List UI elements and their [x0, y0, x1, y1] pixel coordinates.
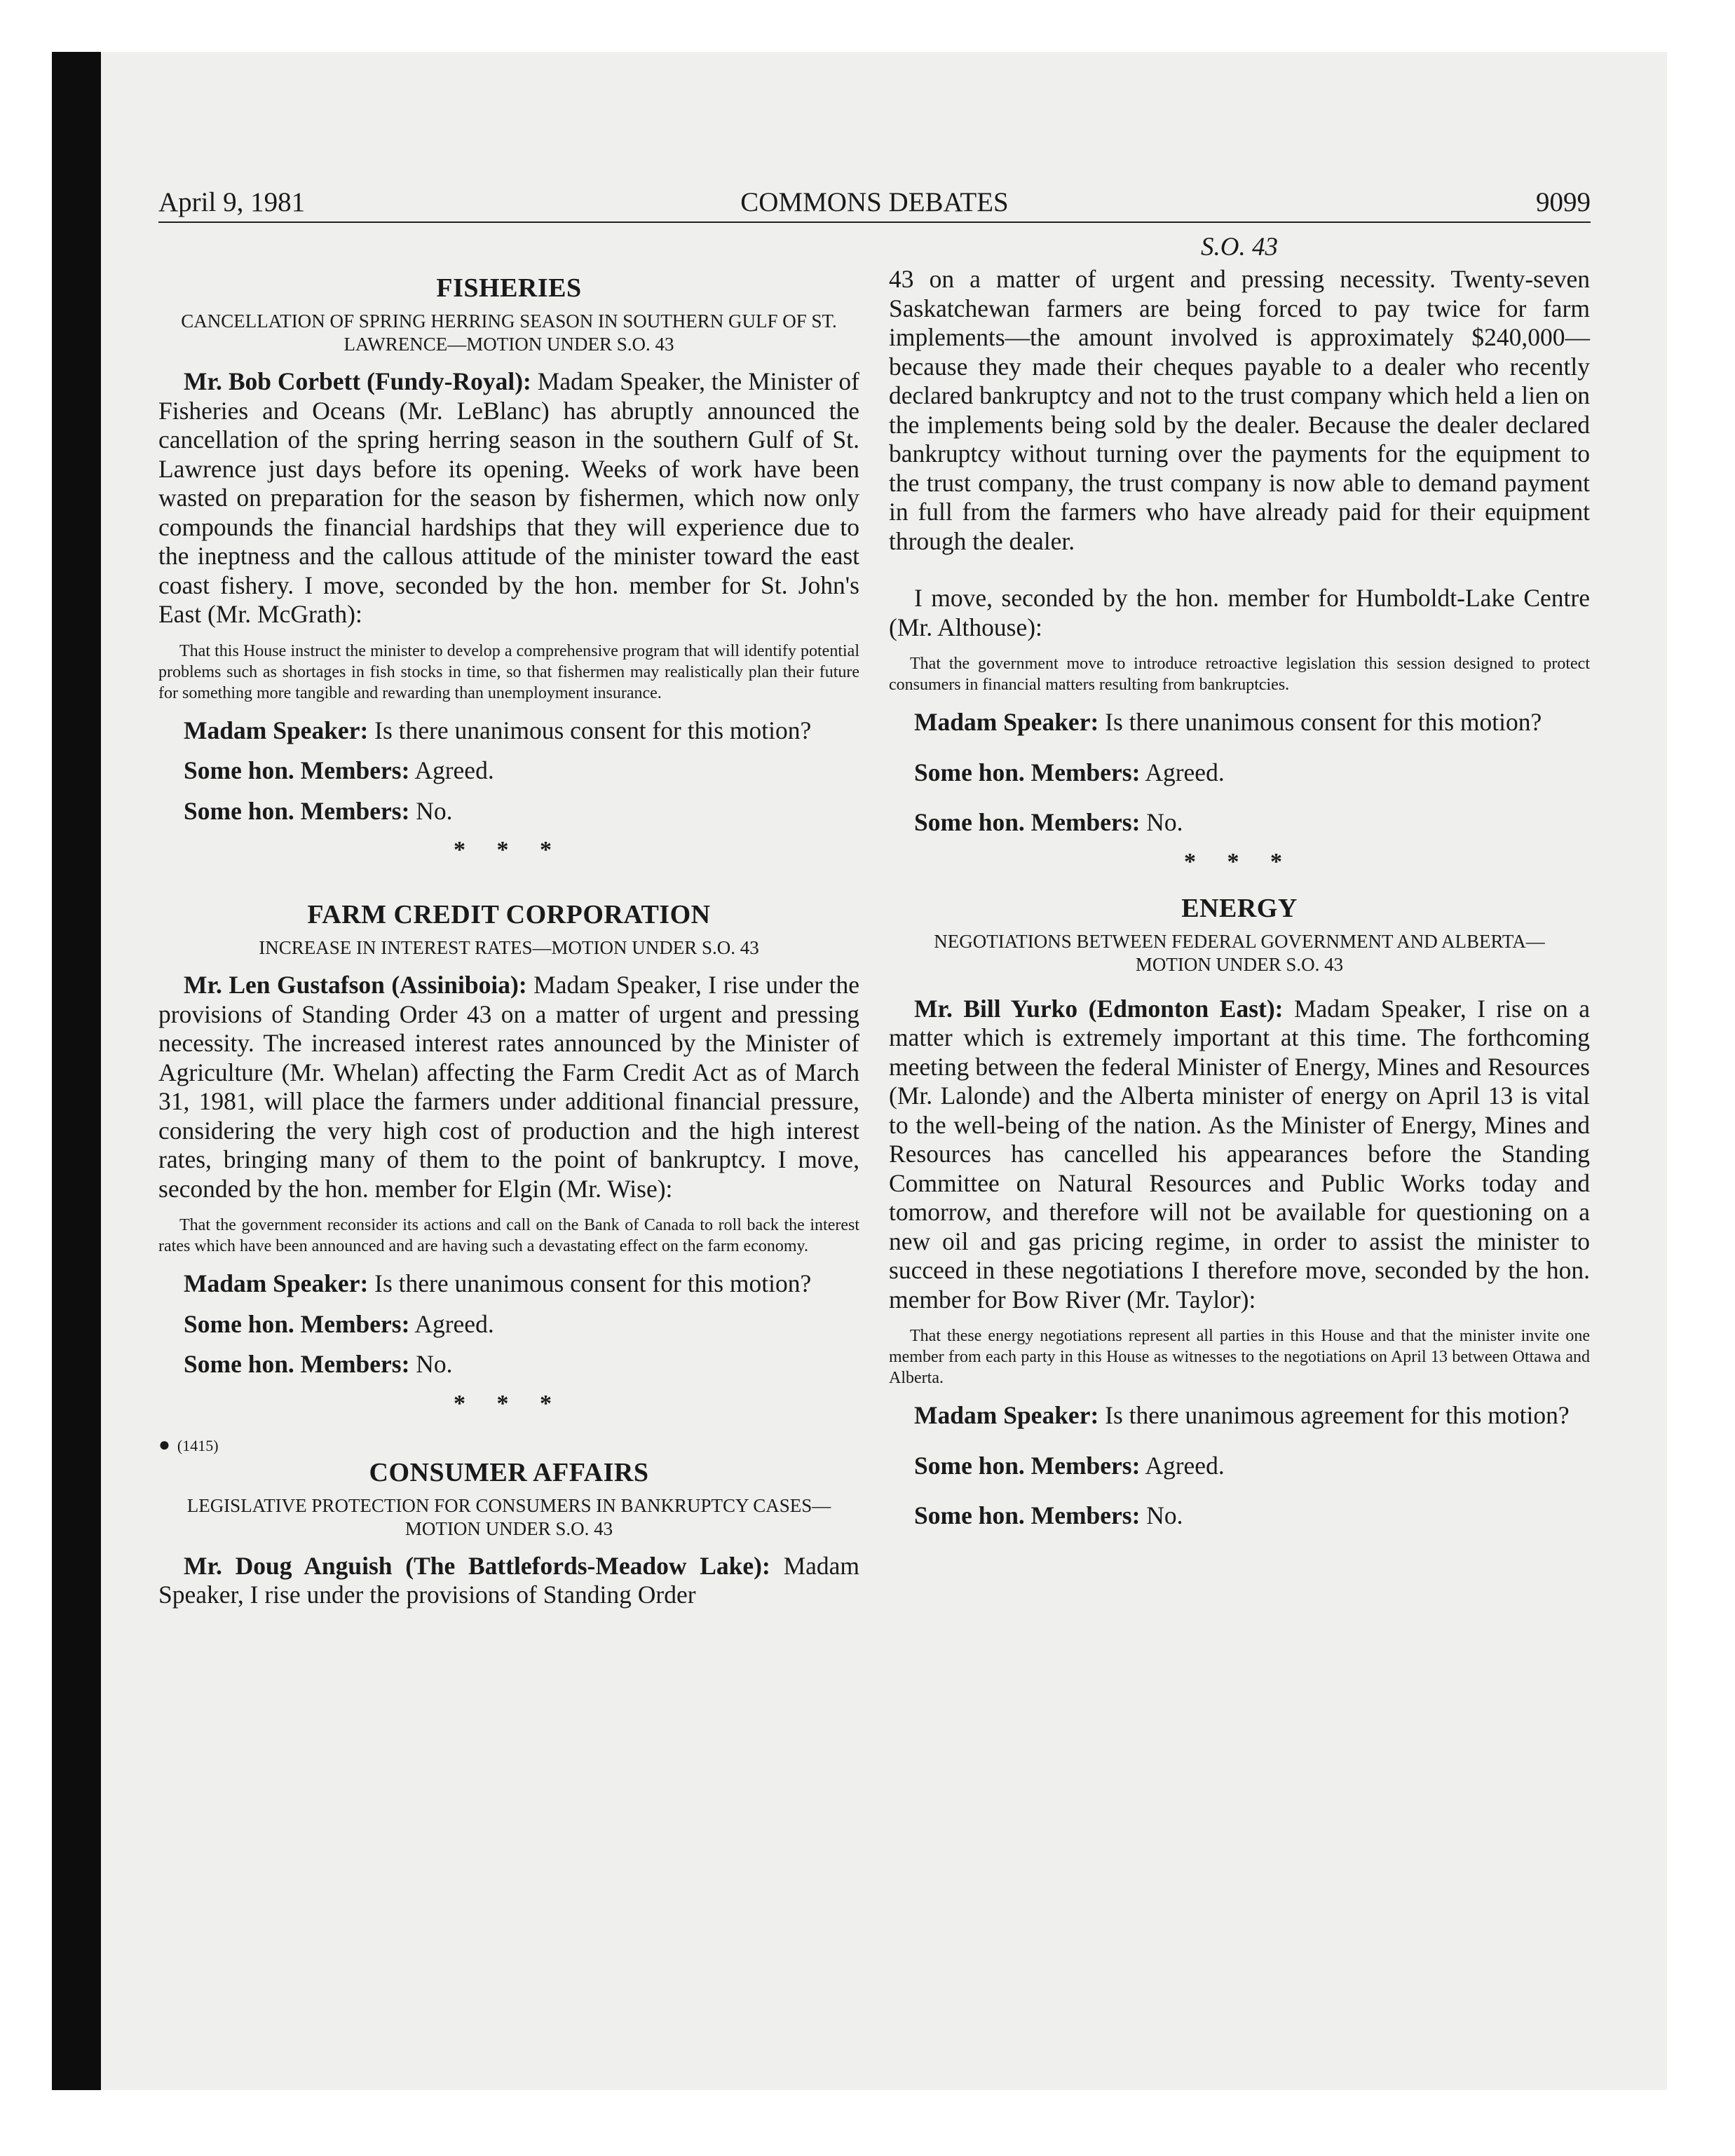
- section-separator: * * *: [454, 837, 564, 863]
- motion-text-farm-credit: That the government reconsider its actions and call on the Bank of Canada to roll back the interest rates which have been announced and are having such a devastating effect on the farm economy.: [158, 1216, 859, 1255]
- section-title-energy: ENERGY: [1181, 893, 1298, 923]
- answer-text: Agreed.: [1145, 1451, 1225, 1480]
- speaker-name: Some hon. Members:: [914, 1451, 1141, 1480]
- answer-text: No.: [1146, 1501, 1183, 1529]
- section-title-farm-credit: FARM CREDIT CORPORATION: [307, 900, 711, 929]
- answer-text: No.: [416, 1350, 453, 1378]
- speech-text: Madam Speaker, the Minister of Fisheries and Oceans (Mr. LeBlanc) has abruptly announced the cancellation of the spring herring season in the southern Gulf of St. Lawrence just days before its opening. Weeks of work have been wasted on preparation for the season by fishermen, which now only compounds the financial hardships that they will experience due to the ineptness and the callous attitude of the minister toward the east coast fishery. I move, seconded by the hon. member for St. John's East (Mr. McGrath):: [158, 367, 859, 628]
- question-text: Is there unanimous consent for this motion?: [374, 1269, 812, 1297]
- answer-no-energy: [889, 1501, 1590, 1531]
- speaker-name: Some hon. Members:: [184, 796, 410, 825]
- section-separator: * * *: [1184, 848, 1295, 875]
- speech-anguish-continued: 43 on a matter of urgent and pressing necessity. Twenty-seven Saskatchewan farmers are being forced to pay twice for farm implements—the amount involved is approximately $240,000—because they made their cheques payable to a dealer who recently declared bankruptcy and not to the trust company which held a lien on the implements being sold by the dealer. Because the dealer declared bankruptcy without turning over the payments for the equipment to the trust company, the trust company is now able to demand payment in full from the farmers who have already paid for their equipment through the dealer.: [889, 265, 1590, 555]
- speaker-name: Madam Speaker:: [184, 716, 369, 744]
- header-date: April 9, 1981: [158, 187, 306, 217]
- section-title-fisheries: FISHERIES: [436, 273, 582, 303]
- bullet-icon: ●: [158, 1433, 170, 1456]
- answer-agreed-fisheries: [158, 756, 859, 786]
- speech-yurko: [889, 995, 1590, 1315]
- speaker-name: Some hon. Members:: [914, 808, 1141, 836]
- speaker-name: Mr. Bill Yurko (Edmonton East):: [914, 994, 1284, 1023]
- speaker-name: Some hon. Members:: [914, 758, 1141, 786]
- question-fisheries: [158, 716, 859, 746]
- question-farm-credit: [158, 1269, 859, 1299]
- speaker-name: Madam Speaker:: [914, 708, 1099, 736]
- speaker-name: Madam Speaker:: [914, 1401, 1099, 1429]
- speaker-name: Madam Speaker:: [184, 1269, 369, 1297]
- section-subtitle-fisheries: CANCELLATION OF SPRING HERRING SEASON IN SOUTHERN GULF OF ST. LAWRENCE—MOTION UNDER S.O. 43: [181, 311, 837, 355]
- header-page-number: 9099: [1536, 187, 1591, 217]
- speech-anguish-start: [158, 1552, 859, 1610]
- section-subtitle-energy: NEGOTIATIONS BETWEEN FEDERAL GOVERNMENT AND ALBERTA—MOTION UNDER S.O. 43: [934, 930, 1545, 975]
- speaker-name: Mr. Doug Anguish (The Battlefords-Meadow Lake):: [184, 1551, 770, 1580]
- answer-no-farm-credit: [158, 1350, 859, 1379]
- speaker-name: Some hon. Members:: [184, 1309, 410, 1338]
- header-journal-title: COMMONS DEBATES: [740, 187, 1009, 217]
- motion-text-consumer-affairs: That the government move to introduce retroactive legislation this session designed to protect consumers in financial matters resulting from bankruptcies.: [889, 655, 1590, 694]
- section-subtitle-farm-credit: INCREASE IN INTEREST RATES—MOTION UNDER S.O. 43: [259, 937, 759, 958]
- question-energy: [889, 1401, 1590, 1431]
- time-stamp: (1415): [177, 1436, 219, 1454]
- running-head: [158, 184, 1591, 223]
- speaker-name: Some hon. Members:: [914, 1501, 1141, 1529]
- answer-agreed-consumer-affairs: [889, 758, 1590, 788]
- speech-corbett: [158, 367, 859, 629]
- answer-text: Agreed.: [414, 1309, 494, 1338]
- speaker-name: Mr. Len Gustafson (Assiniboia):: [184, 971, 527, 999]
- answer-agreed-energy: [889, 1452, 1590, 1481]
- time-marker: [158, 1434, 859, 1456]
- speech-gustafson: [158, 971, 859, 1203]
- column-heading: S.O. 43: [1201, 233, 1278, 261]
- right-column: [889, 231, 1590, 1542]
- question-consumer-affairs: [889, 708, 1590, 737]
- section-separator: * * *: [454, 1390, 564, 1417]
- section-subtitle-consumer-affairs: LEGISLATIVE PROTECTION FOR CONSUMERS IN BANKRUPTCY CASES—MOTION UNDER S.O. 43: [186, 1494, 831, 1539]
- move-anguish: I move, seconded by the hon. member for Humboldt-Lake Centre (Mr. Althouse):: [889, 584, 1590, 641]
- scan-binding-edge: [52, 52, 101, 2090]
- question-text: Is there unanimous consent for this motion?: [1105, 708, 1542, 736]
- left-column: [158, 231, 859, 1610]
- speech-text: Madam Speaker, I rise under the provisions of Standing Order: [158, 1551, 860, 1609]
- answer-text: No.: [416, 796, 453, 825]
- motion-text-fisheries: That this House instruct the minister to develop a comprehensive program that will identify potential problems such as shortages in fish stocks in time, so that fishermen may realistically plan their future for something more tangible and rewarding than unemployment insurance.: [158, 641, 859, 702]
- speaker-name: Mr. Bob Corbett (Fundy-Royal):: [184, 367, 531, 395]
- section-title-consumer-affairs: CONSUMER AFFAIRS: [369, 1457, 649, 1487]
- speaker-name: Some hon. Members:: [184, 756, 410, 784]
- motion-text-energy: That these energy negotiations represent all parties in this House and that the minister invite one member from each party in this House as witnesses to the negotiations on April 13 between Ottawa and Alberta.: [889, 1327, 1590, 1387]
- answer-no-fisheries: [158, 797, 859, 826]
- question-text: Is there unanimous consent for this motion?: [374, 716, 812, 744]
- question-text: Is there unanimous agreement for this motion?: [1105, 1401, 1570, 1429]
- speaker-name: Some hon. Members:: [184, 1350, 410, 1378]
- answer-text: Agreed.: [1145, 758, 1225, 786]
- speech-text: Madam Speaker, I rise under the provisions of Standing Order 43 on a matter of urgent and pressing necessity. The increased interest rates announced by the Minister of Agriculture (Mr. Whelan) affecting the Farm Credit Act as of March 31, 1981, will place the farmers under additional financial pressure, considering the very high cost of production and the high interest rates, bringing many of them to the point of bankruptcy. I move, seconded by the hon. member for Elgin (Mr. Wise):: [158, 971, 859, 1203]
- answer-no-consumer-affairs: [889, 808, 1590, 838]
- answer-text: No.: [1146, 808, 1183, 836]
- answer-text: Agreed.: [414, 756, 494, 784]
- answer-agreed-farm-credit: [158, 1310, 859, 1339]
- speech-text: Madam Speaker, I rise on a matter which is extremely important at this time. The forthcoming meeting between the federal Minister of Energy, Mines and Resources (Mr. Lalonde) and the Alberta minister of energy on April 13 is vital to the well-being of the nation. As the Minister of Energy, Mines and Resources has cancelled his appearances before the Standing Committee on Natural Resources and Public Works today and tomorrow, and therefore will not be available for questioning on a new oil and gas pricing regime, in order to assist the minister to succeed in these negotiations I therefore move, seconded by the hon. member for Bow River (Mr. Taylor):: [889, 994, 1590, 1314]
